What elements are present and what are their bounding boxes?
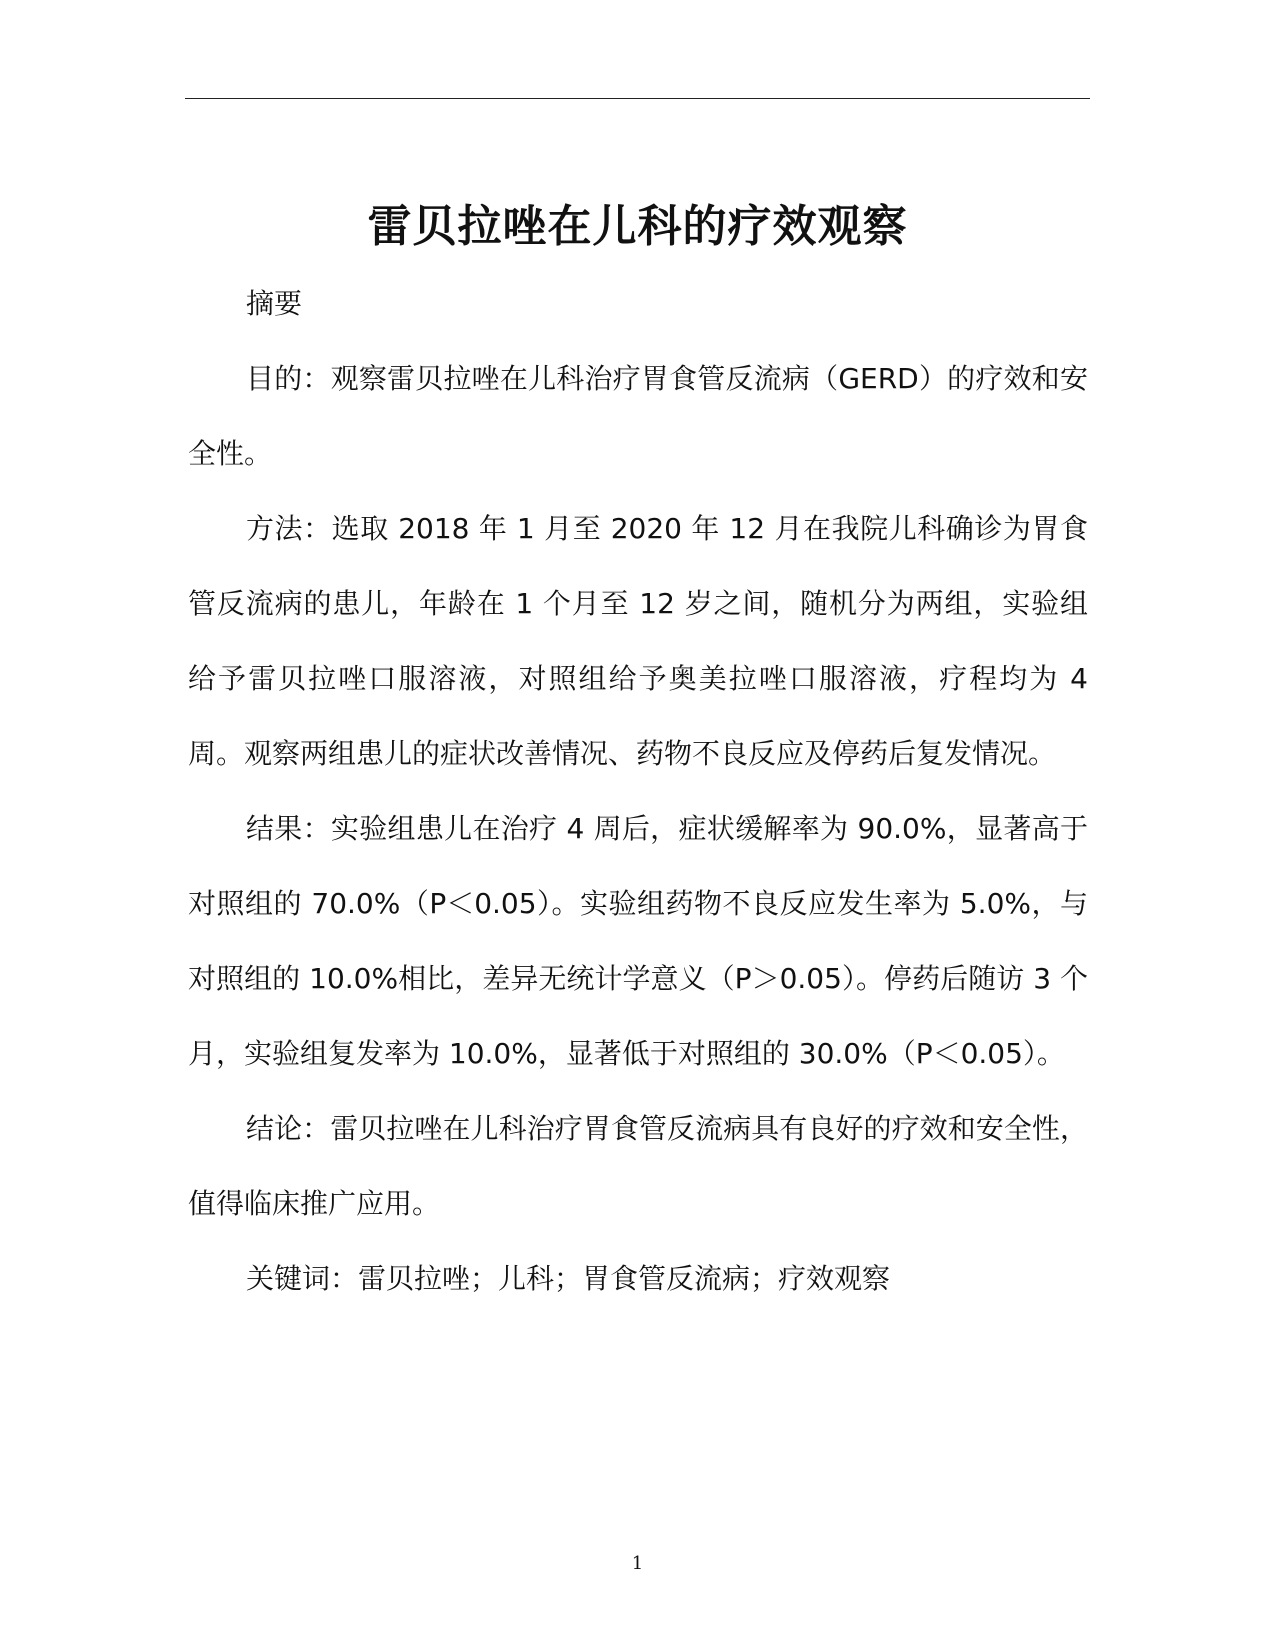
keywords-paragraph: 关键词：雷贝拉唑；儿科；胃食管反流病；疗效观察 (246, 1262, 891, 1295)
header-rule (185, 98, 1090, 99)
document-body (188, 266, 1088, 1316)
methods-paragraph: 方法：选取 2018 年 1 月至 2020 年 12 月在我院儿科确诊为胃食管反流病的患儿，年龄在 1 个月至 12 岁之间，随机分为两组，实验组给予雷贝拉唑口服溶液，对照组给予奥美拉唑口服溶液，疗程均为 4 周。观察两组患儿的症状改善情况、药物不良反应及停药后复发情况。 (188, 512, 1088, 770)
results-paragraph: 结果：实验组患儿在治疗 4 周后，症状缓解率为 90.0%，显著高于对照组的 70.0%（P＜0.05）。实验组药物不良反应发生率为 5.0%，与对照组的 10.0%相比，差异无统计学意义（P＞0.05）。停药后随访 3 个月，实验组复发率为 10.0%，显著低于对照组的 30.0%（P＜0.05）。 (188, 812, 1088, 1070)
abstract-heading: 摘要 (246, 287, 303, 320)
document-title: 雷贝拉唑在儿科的疗效观察 (367, 201, 908, 253)
page-number: 1 (631, 1553, 644, 1574)
conclusion-paragraph: 结论：雷贝拉唑在儿科治疗胃食管反流病具有良好的疗效和安全性，值得临床推广应用。 (188, 1112, 1088, 1220)
objective-paragraph: 目的：观察雷贝拉唑在儿科治疗胃食管反流病（GERD）的疗效和安全性。 (188, 362, 1088, 470)
